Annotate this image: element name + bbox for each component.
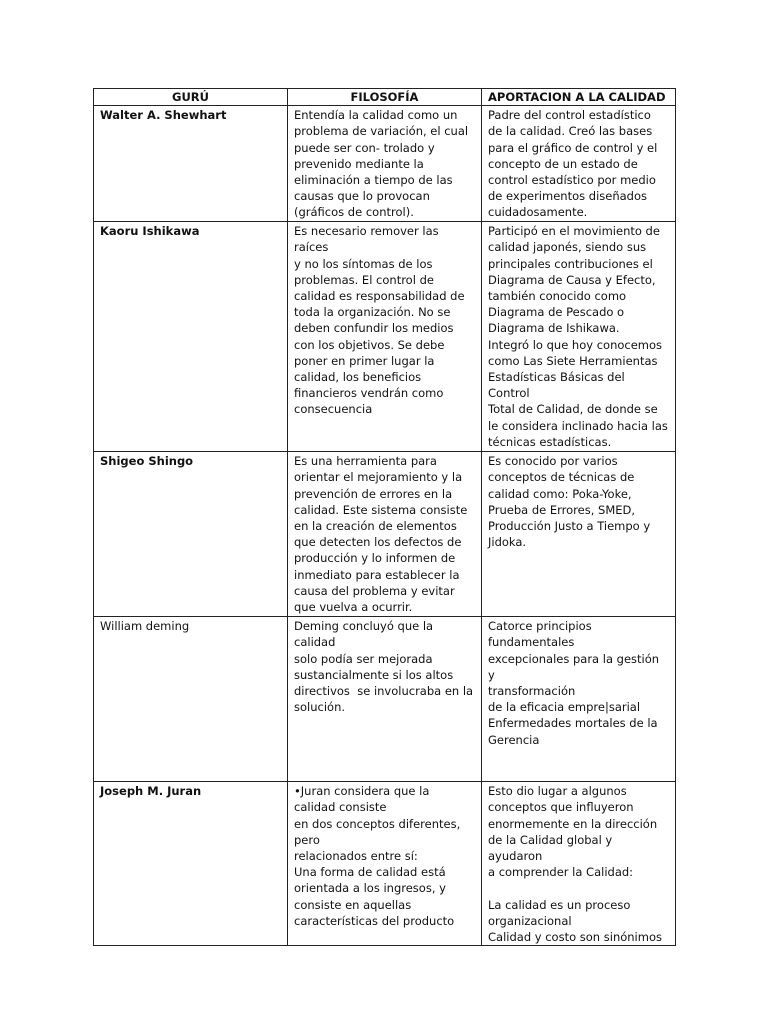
cell-line [488,880,669,896]
cell-line: Diagrama de Ishikawa. [488,321,620,336]
aportacion-cell [482,617,676,782]
cell-line: orientar el mejoramiento y la [294,470,463,485]
cell-line: Total de Calidad, de donde se [488,402,658,417]
cell-line: Calidad y costo son sinónimos [488,930,662,945]
cell-line: Es necesario remover las raíces [294,224,443,255]
cell-line: Deming concluyó que la [294,619,434,634]
cell-line: Esto dio lugar a algunos [488,784,627,799]
cell-line: deben confundir los medios [294,321,454,336]
filosofia-cell [288,617,482,782]
cell-line: consecuencia [294,402,373,417]
cell-line: puede ser con- trolado y [294,140,435,155]
cell-line: Diagrama de Causa y Efecto, [488,272,656,287]
cell-line: financieros vendrán como [294,386,444,401]
cell-line: sustancialmente si los altos [294,667,454,682]
cell-line: Estadísticas Básicas del Control [488,370,629,401]
cell-line: cuidadosamente. [488,205,588,220]
cell-line: Gerencia [488,732,540,747]
cell-line: solución. [294,700,346,715]
cell-line: problema de variación, el cual [294,124,469,139]
filosofia-cell [288,106,482,222]
cell-line: Padre del control estadístico [488,108,651,123]
cell-line: inmediato para establecer la [294,567,460,582]
cell-line: Jidoka. [488,535,527,550]
cell-line: eliminación a tiempo de las [294,173,453,188]
filosofia-cell [288,782,482,946]
cell-line: conceptos de técnicas de [488,470,635,485]
table-row [94,617,676,782]
cell-line: fundamentales [488,635,575,650]
guru-name: William deming [94,617,288,782]
filosofia-cell [288,452,482,617]
cell-line: que vuelva a ocurrir. [294,600,413,615]
cell-line: solo podía ser mejorada [294,651,433,666]
cell-line: en dos conceptos diferentes, [294,816,461,831]
cell-line: Integró lo que hoy conocemos [488,337,663,352]
cell-line: prevención de errores en la [294,486,453,501]
header-aportacion: APORTACION A LA CALIDAD [482,89,676,106]
cell-line: Es una herramienta para [294,454,437,469]
cell-line: organizacional [488,913,572,928]
table-row [94,452,676,617]
cell-line: directivos se involucraba en la [294,684,474,699]
cell-line: calidad. Este sistema consiste [294,502,468,517]
cell-line: pero [294,832,320,847]
cell-line: Una forma de calidad está [294,865,446,880]
cell-line: que detecten los defectos de [294,535,462,550]
cell-line: •Juran considera que la [294,784,430,799]
cell-line: de la eficacia empre|sarial [488,700,641,715]
cell-line: concepto de un estado de [488,156,638,171]
cell-line: Entendía la calidad como un [294,108,458,123]
cell-line: técnicas estadísticas. [488,434,612,449]
cell-line: le considera inclinado hacia las [488,418,668,433]
cell-line: para el gráfico de control y el [488,140,658,155]
cell-line: calidad consiste [294,800,387,815]
cell-line: control estadístico por medio [488,173,656,188]
guru-name: Walter A. Shewhart [94,106,288,222]
guru-name: Kaoru Ishikawa [94,222,288,452]
cell-line: calidad como: Poka-Yoke, [488,486,632,501]
aportacion-cell [482,106,676,222]
cell-line: enormemente en la dirección [488,816,658,831]
cell-line: de la Calidad global y ayudaron [488,832,616,864]
cell-line: Participó en el movimiento de [488,224,660,239]
guru-name: Shigeo Shingo [94,452,288,617]
cell-line: calidad japonés, siendo sus [488,240,647,255]
cell-line: prevenido mediante la [294,156,424,171]
cell-line: Enfermedades mortales de la [488,716,658,731]
cell-line: relacionados entre sí: [294,849,418,864]
cell-line: consiste en aquellas [294,897,412,912]
cell-line: orientada a los ingresos, y [294,881,446,896]
cell-line: calidad [294,635,336,650]
cell-line: transformación [488,684,576,699]
aportacion-cell [482,782,676,946]
header-guru: GURÚ [94,89,288,106]
aportacion-cell [482,452,676,617]
table-row [94,222,676,452]
cell-line: Prueba de Errores, SMED, [488,502,636,517]
guru-name: Joseph M. Juran [94,782,288,946]
cell-line: calidad es responsabilidad de [294,289,465,304]
cell-line: características del producto [294,913,455,928]
header-filosofia: FILOSOFÍA [288,89,482,106]
cell-line: conceptos que influyeron [488,800,634,815]
cell-line: y no los síntomas de los [294,256,433,271]
cell-line: Diagrama de Pescado o [488,305,625,320]
cell-line: calidad, los beneficios [294,370,422,385]
cell-line: producción y lo informen de [294,551,456,566]
filosofia-cell [288,222,482,452]
guru-table [93,88,676,946]
cell-line: con los objetivos. Se debe [294,337,445,352]
cell-line: causa del problema y evitar [294,583,455,598]
cell-line: causas que lo provocan [294,189,430,204]
cell-line: excepcionales para la gestión y [488,651,663,682]
cell-line: como Las Siete Herramientas [488,353,658,368]
cell-line: toda la organización. No se [294,305,451,320]
cell-line: (gráficos de control). [294,205,414,220]
cell-line: en la creación de elementos [294,519,457,534]
cell-line: de experimentos diseñados [488,189,647,204]
cell-line: Es conocido por varios [488,454,618,469]
cell-line: Catorce principios [488,619,592,634]
cell-line: problemas. El control de [294,272,434,287]
cell-line: poner en primer lugar la [294,353,435,368]
table-row [94,782,676,946]
cell-line: de la calidad. Creó las bases [488,124,653,139]
cell-line: La calidad es un proceso [488,897,631,912]
cell-line: principales contribuciones el [488,256,653,271]
table-header-row [94,89,676,106]
aportacion-cell [482,222,676,452]
cell-line: a comprender la Calidad: [488,865,634,880]
cell-line: también conocido como [488,289,627,304]
cell-line: Producción Justo a Tiempo y [488,519,651,534]
table-row [94,106,676,222]
